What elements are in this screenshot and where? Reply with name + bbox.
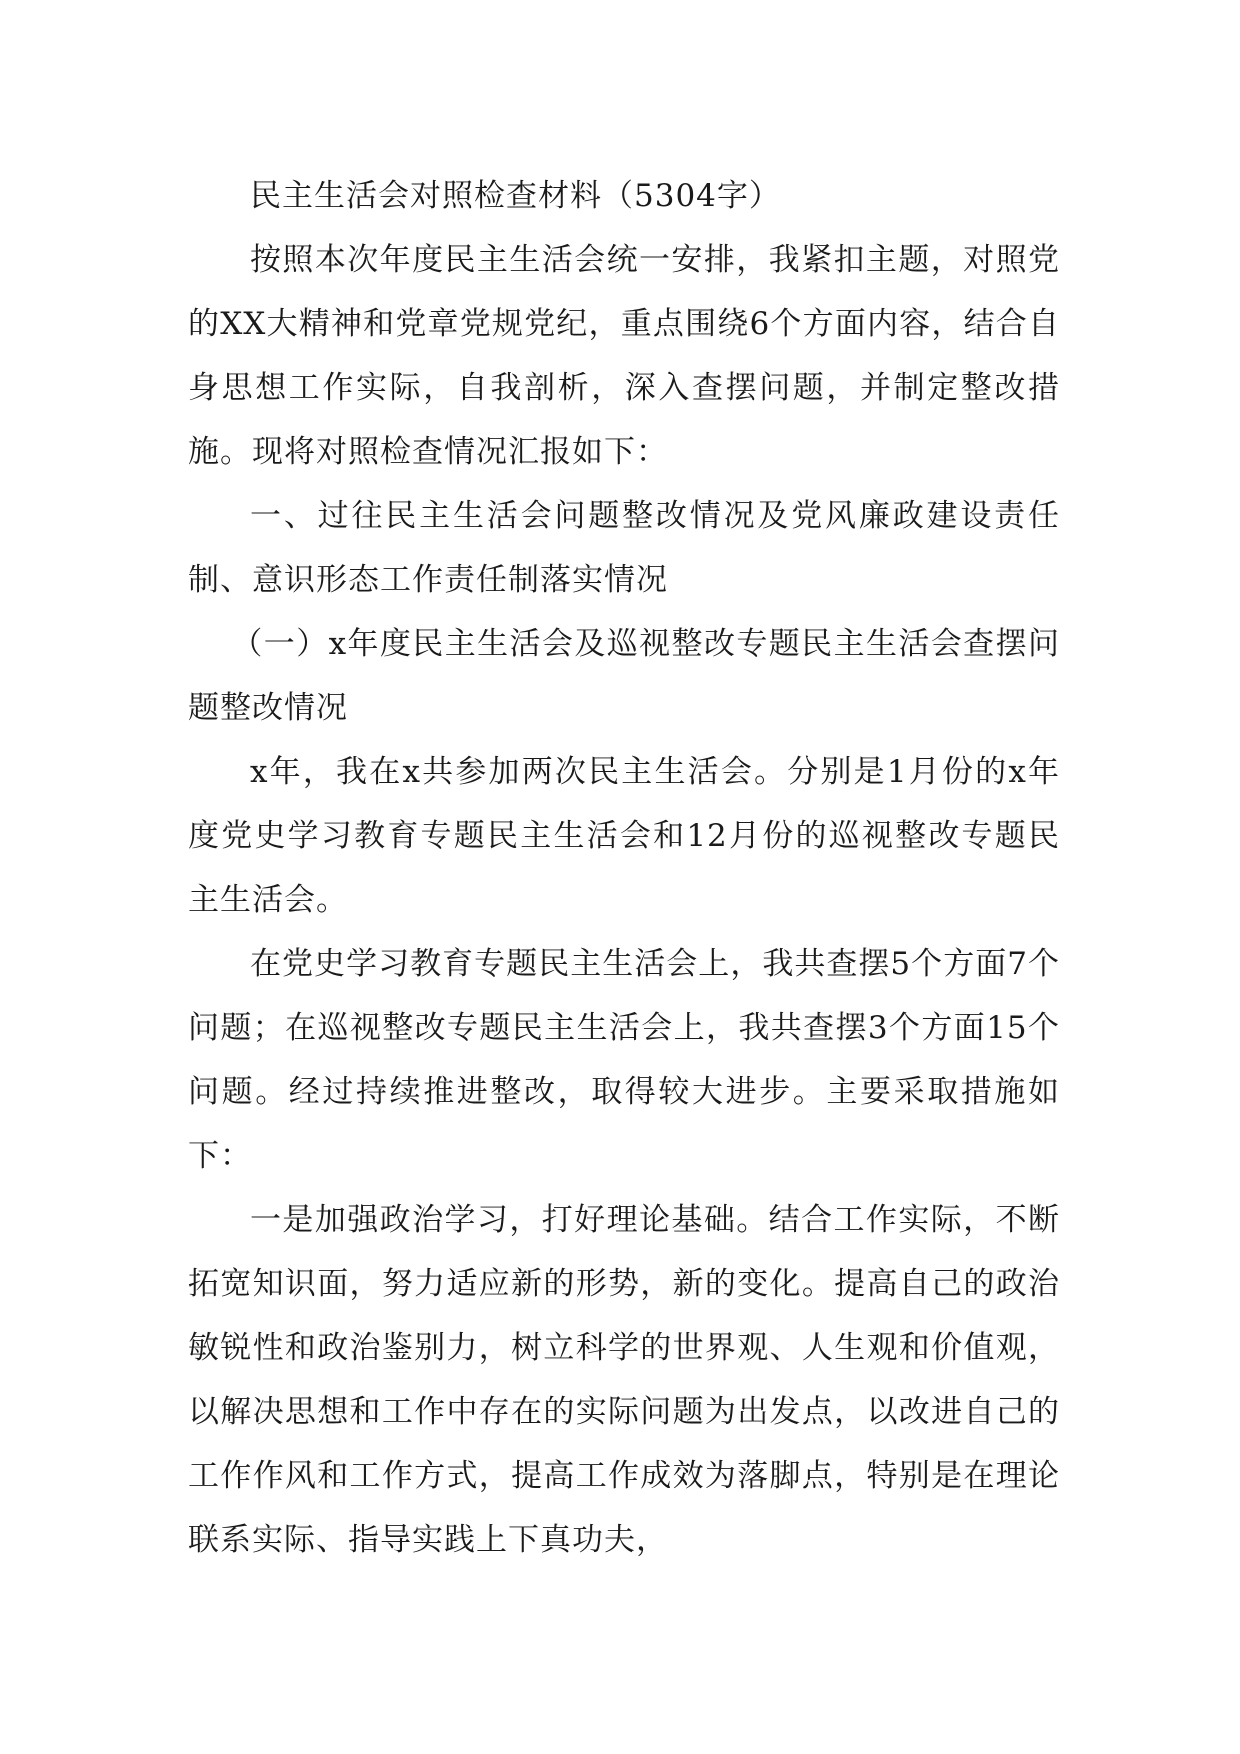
document-title: 民主生活会对照检查材料（5304字） [250, 178, 781, 214]
paragraph-intro: 按照本次年度民主生活会统一安排，我紧扣主题，对照党的XX大精神和党章党规党纪，重点围绕6个方面内容，结合自身思想工作实际，自我剖析，深入查摆问题，并制定整改措施。现将对照检查情况汇报如下： [188, 242, 1060, 470]
paragraph-meetings: x年，我在x共参加两次民主生活会。分别是1月份的x年度党史学习教育专题民主生活会和12月份的巡视整改专题民主生活会。 [188, 754, 1060, 918]
subsection-heading-1: （一）x年度民主生活会及巡视整改专题民主生活会查摆问题整改情况 [188, 626, 1060, 726]
paragraph-issues: 在党史学习教育专题民主生活会上，我共查摆5个方面7个问题；在巡视整改专题民主生活会上，我共查摆3个方面15个问题。经过持续推进整改，取得较大进步。主要采取措施如下： [188, 946, 1060, 1174]
paragraph-measure-1: 一是加强政治学习，打好理论基础。结合工作实际，不断拓宽知识面，努力适应新的形势，新的变化。提高自己的政治敏锐性和政治鉴别力，树立科学的世界观、人生观和价值观，以解决思想和工作中存在的实际问题为出发点，以改进自己的工作作风和工作方式，提高工作成效为落脚点，特别是在理论联系实际、指导实践上下真功夫， [188, 1202, 1060, 1558]
document-body [188, 164, 1060, 1572]
section-heading-1: 一、过往民主生活会问题整改情况及党风廉政建设责任制、意识形态工作责任制落实情况 [188, 498, 1060, 598]
